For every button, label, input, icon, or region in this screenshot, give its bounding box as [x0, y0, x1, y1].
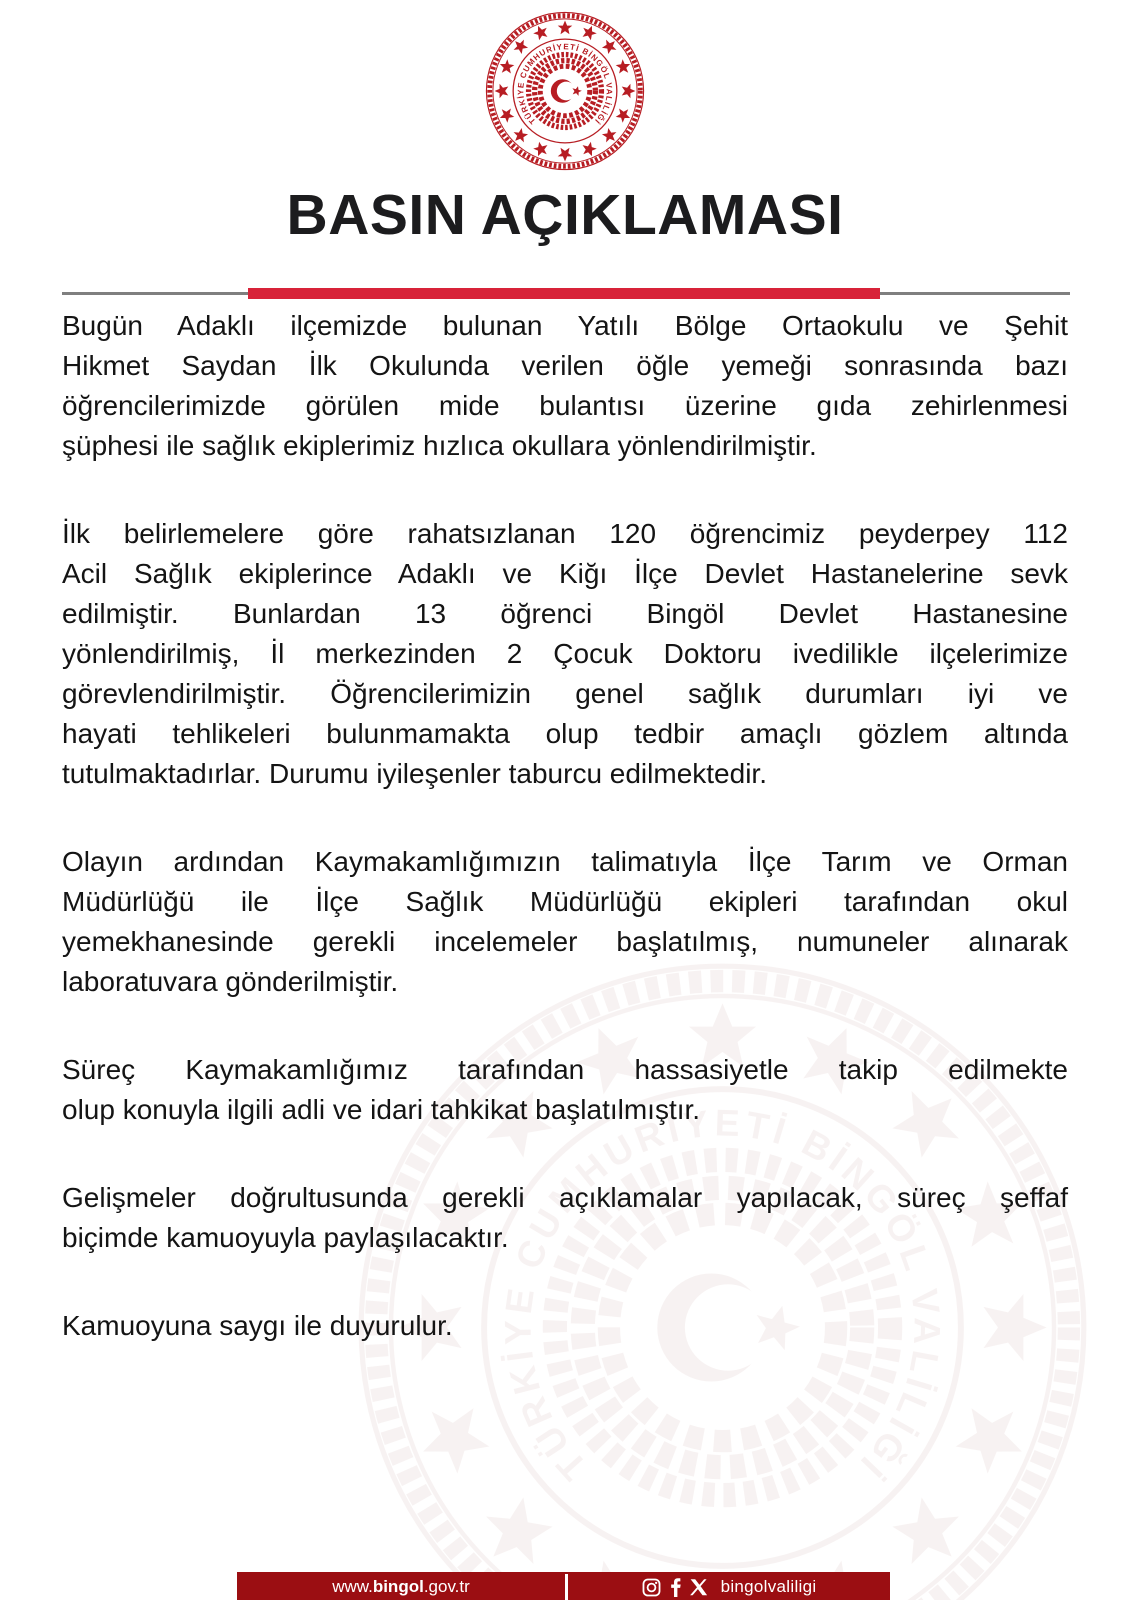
website-suffix: .gov.tr [423, 1577, 470, 1596]
text-line: şüphesi ile sağlık ekiplerimiz hızlıca okullara yönlendirilmiştir. [62, 430, 817, 461]
paragraph [62, 842, 1068, 1002]
paragraph [62, 306, 1068, 466]
text-line: tutulmaktadırlar. Durumu iyileşenler taburcu edilmektedir. [62, 758, 767, 789]
paragraph [62, 1306, 1068, 1346]
facebook-icon [670, 1578, 681, 1597]
text-line: Hikmet Saydan İlk Okulunda verilen öğle yemeği sonrasında bazı [62, 350, 1068, 381]
text-line: görevlendirilmiştir. Öğrencilerimizin genel sağlık durumları iyi ve [62, 678, 1068, 709]
paragraph [62, 1050, 1068, 1130]
text-line: edilmiştir. Bunlardan 13 öğrenci Bingöl Devlet Hastanesine [62, 598, 1068, 629]
paragraph [62, 514, 1068, 794]
text-line: Acil Sağlık ekiplerince Adaklı ve Kiğı İlçe Devlet Hastanelerine sevk [62, 558, 1068, 589]
text-line: laboratuvara gönderilmiştir. [62, 966, 399, 997]
page-title: BASIN AÇIKLAMASI [286, 183, 844, 247]
footer-bar [237, 1572, 890, 1600]
text-line: olup konuyla ilgili adli ve idari tahkikat başlatılmıştır. [62, 1094, 701, 1125]
paragraph [62, 1178, 1068, 1258]
text-line: İlk belirlemelere göre rahatsızlanan 120 öğrencimiz peyderpey 112 [62, 518, 1068, 549]
text-line: yönlendirilmiş, İl merkezinden 2 Çocuk Doktoru ivedilikle ilçelerimize [62, 638, 1068, 669]
footer-social [568, 1572, 890, 1600]
text-line: Süreç Kaymakamlığımız tarafından hassasiyetle takip edilmekte [62, 1054, 1068, 1085]
text-line: hayati tehlikeleri bulunmamakta olup tedbir amaçlı gözlem altında [62, 718, 1068, 749]
press-release-body [62, 306, 1068, 1394]
text-line: biçimde kamuoyuyla paylaşılacaktır. [62, 1222, 509, 1253]
text-line: Gelişmeler doğrultusunda gerekli açıklamalar yapılacak, süreç şeffaf [62, 1182, 1068, 1213]
x-icon [690, 1579, 709, 1596]
text-line: Kamuoyuna saygı ile duyurulur. [62, 1310, 453, 1341]
title-divider-accent [248, 288, 880, 299]
footer-website [237, 1572, 565, 1600]
text-line: öğrencilerimizde görülen mide bulantısı üzerine gıda zehirlenmesi [62, 390, 1068, 421]
social-handle: bingolvaliligi [720, 1577, 817, 1596]
text-line: Olayın ardından Kaymakamlığımızın talimatıyla İlçe Tarım ve Orman [62, 846, 1068, 877]
website-bold: bingol [372, 1577, 424, 1596]
text-line: Müdürlüğü ile İlçe Sağlık Müdürlüğü ekipleri tarafından okul [62, 886, 1068, 917]
text-line: yemekhanesinde gerekli incelemeler başlatılmış, numuneler alınarak [62, 926, 1068, 957]
governorship-seal-logo [484, 10, 646, 172]
website-prefix: www. [332, 1577, 373, 1596]
text-line: Bugün Adaklı ilçemizde bulunan Yatılı Bölge Ortaokulu ve Şehit [62, 310, 1068, 341]
instagram-icon [642, 1578, 661, 1597]
